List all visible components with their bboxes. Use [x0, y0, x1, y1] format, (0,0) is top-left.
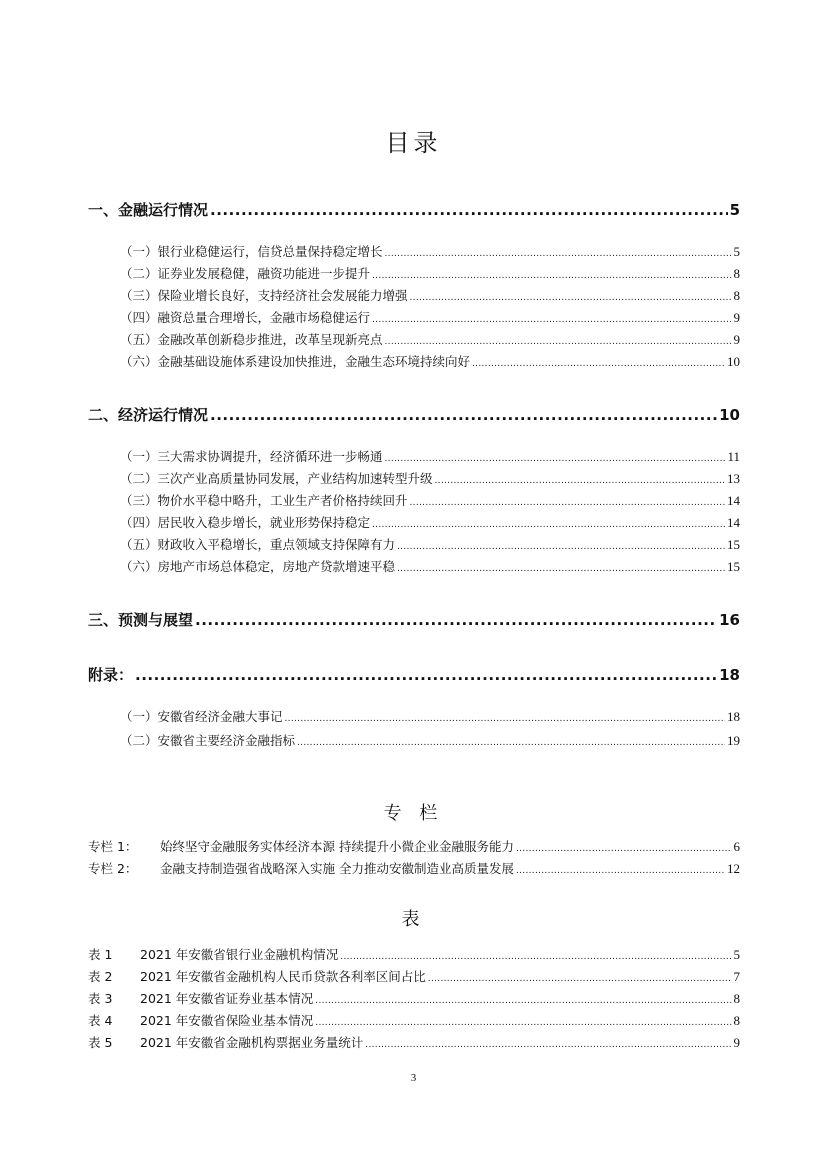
toc-section-2[interactable]	[88, 405, 740, 425]
dot-leader	[516, 840, 732, 858]
column-label: 金融支持制造强省战略深入实施 全力推动安徽制造业高质量发展	[160, 861, 514, 876]
toc-item-label: （五）财政收入平稳增长，重点领域支持保障有力	[120, 537, 396, 552]
dot-leader	[385, 245, 732, 263]
dot-leader	[135, 665, 717, 685]
toc-item-label: （五）金融改革创新稳步推进，改革呈现新亮点	[120, 332, 383, 347]
toc-item[interactable]	[120, 287, 740, 307]
table-number: 表 4	[88, 1013, 113, 1028]
column-entry[interactable]	[88, 838, 740, 858]
dot-leader	[315, 1014, 731, 1032]
toc-section-label: 二、经济运行情况	[88, 406, 209, 424]
table-number: 表 1	[88, 947, 113, 962]
toc-page-number: 10	[719, 406, 740, 424]
column-page-number: 6	[733, 839, 740, 854]
toc-section-appendix[interactable]	[88, 665, 740, 685]
toc-page-number: 5	[733, 244, 740, 259]
column-page-number: 12	[727, 861, 740, 876]
table-entry[interactable]	[88, 1034, 740, 1054]
table-number: 表 5	[88, 1035, 113, 1050]
table-label: 2021 年安徽省证券业基本情况	[140, 991, 314, 1006]
toc-page-number: 15	[727, 559, 740, 574]
toc-item-label: （二）三次产业高质量协同发展，产业结构加速转型升级	[120, 471, 433, 486]
toc-item-label: （二）证券业发展稳健，融资功能进一步提升	[120, 266, 371, 281]
columns-title: 专 栏	[383, 803, 444, 824]
toc-item-label: （六）房地产市场总体稳定，房地产贷款增速平稳	[120, 559, 396, 574]
dot-leader	[472, 355, 725, 373]
table-entry[interactable]	[88, 1012, 740, 1032]
toc-item-label: （四）居民收入稳步增长，就业形势保持稳定	[120, 515, 371, 530]
toc-item-label: （六）金融基础设施体系建设加快推进，金融生态环境持续向好	[120, 354, 471, 369]
table-label: 2021 年安徽省银行业金融机构情况	[140, 947, 339, 962]
toc-item[interactable]	[120, 353, 740, 373]
column-label: 始终坚守金融服务实体经济本源 持续提升小微企业金融服务能力	[160, 839, 514, 854]
toc-section-label: 一、金融运行情况	[88, 201, 209, 219]
dot-leader	[365, 1036, 731, 1054]
dot-leader	[385, 450, 726, 468]
table-label: 2021 年安徽省保险业基本情况	[140, 1013, 314, 1028]
dot-leader	[315, 992, 731, 1010]
toc-item[interactable]	[120, 492, 740, 512]
dot-leader	[210, 405, 717, 425]
toc-page-number: 13	[727, 471, 740, 486]
table-entry[interactable]	[88, 968, 740, 988]
toc-item-label: （四）融资总量合理增长，金融市场稳健运行	[120, 310, 371, 325]
dot-leader	[397, 538, 725, 556]
page-number: 3	[410, 1072, 417, 1084]
table-page-number: 8	[733, 991, 740, 1006]
toc-page-number: 10	[727, 354, 740, 369]
toc-item[interactable]	[120, 470, 740, 490]
toc-page-number: 15	[727, 537, 740, 552]
toc-section-label: 三、预测与展望	[88, 611, 194, 629]
toc-item[interactable]	[120, 558, 740, 578]
dot-leader	[397, 560, 725, 578]
toc-page-number: 5	[729, 201, 740, 219]
table-label: 2021 年安徽省金融机构人民币贷款各利率区间占比	[140, 969, 426, 984]
toc-page-number: 18	[719, 666, 740, 684]
toc-item[interactable]	[120, 536, 740, 556]
toc-item-label: （一）安徽省经济金融大事记	[120, 709, 283, 724]
table-entry[interactable]	[88, 946, 740, 966]
toc-page-number: 9	[733, 332, 740, 347]
dot-leader	[516, 862, 725, 880]
dot-leader	[340, 948, 731, 966]
toc-item-label: （二）安徽省主要经济金融指标	[120, 733, 296, 748]
column-number: 专栏 2：	[88, 861, 138, 876]
toc-page-number: 14	[727, 515, 740, 530]
toc-page-number: 14	[727, 493, 740, 508]
toc-item-label: （一）三大需求协调提升，经济循环进一步畅通	[120, 449, 383, 464]
toc-item[interactable]	[120, 309, 740, 329]
toc-item-label: （一）银行业稳健运行，信贷总量保持稳定增长	[120, 244, 383, 259]
dot-leader	[410, 289, 732, 307]
toc-section-1[interactable]	[88, 200, 740, 220]
dot-leader	[210, 200, 728, 220]
dot-leader	[195, 610, 717, 630]
toc-page-number: 8	[733, 266, 740, 281]
table-number: 表 3	[88, 991, 113, 1006]
table-label: 2021 年安徽省金融机构票据业务量统计	[140, 1035, 364, 1050]
toc-item[interactable]	[120, 243, 740, 263]
tables-title: 表	[401, 909, 426, 930]
toc-page-number: 18	[727, 709, 740, 724]
toc-page-number: 11	[727, 449, 740, 464]
dot-leader	[372, 516, 725, 534]
toc-item[interactable]	[120, 448, 740, 468]
toc-page-number: 9	[733, 310, 740, 325]
toc-item[interactable]	[120, 708, 740, 728]
toc-item-label: （三）保险业增长良好，支持经济社会发展能力增强	[120, 288, 408, 303]
dot-leader	[297, 734, 725, 752]
toc-page-number: 8	[733, 288, 740, 303]
toc-item[interactable]	[120, 331, 740, 351]
dot-leader	[372, 267, 731, 285]
toc-page-number: 19	[727, 733, 740, 748]
dot-leader	[285, 710, 725, 728]
table-page-number: 8	[733, 1013, 740, 1028]
toc-section-3[interactable]	[88, 610, 740, 630]
toc-page-number: 16	[719, 611, 740, 629]
toc-section-label: 附录：	[88, 666, 134, 684]
dot-leader	[428, 970, 732, 988]
table-entry[interactable]	[88, 990, 740, 1010]
toc-item-label: （三）物价水平稳中略升，工业生产者价格持续回升	[120, 493, 408, 508]
dot-leader	[372, 311, 731, 329]
table-page-number: 5	[733, 947, 740, 962]
toc-item[interactable]	[120, 265, 740, 285]
dot-leader	[410, 494, 725, 512]
table-page-number: 9	[733, 1035, 740, 1050]
table-number: 表 2	[88, 969, 113, 984]
toc-item[interactable]	[120, 732, 740, 752]
table-page-number: 7	[733, 969, 740, 984]
page-title: 目录	[385, 129, 442, 157]
column-number: 专栏 1：	[88, 839, 138, 854]
toc-item[interactable]	[120, 514, 740, 534]
column-entry[interactable]	[88, 860, 740, 880]
dot-leader	[385, 333, 732, 351]
dot-leader	[435, 472, 725, 490]
